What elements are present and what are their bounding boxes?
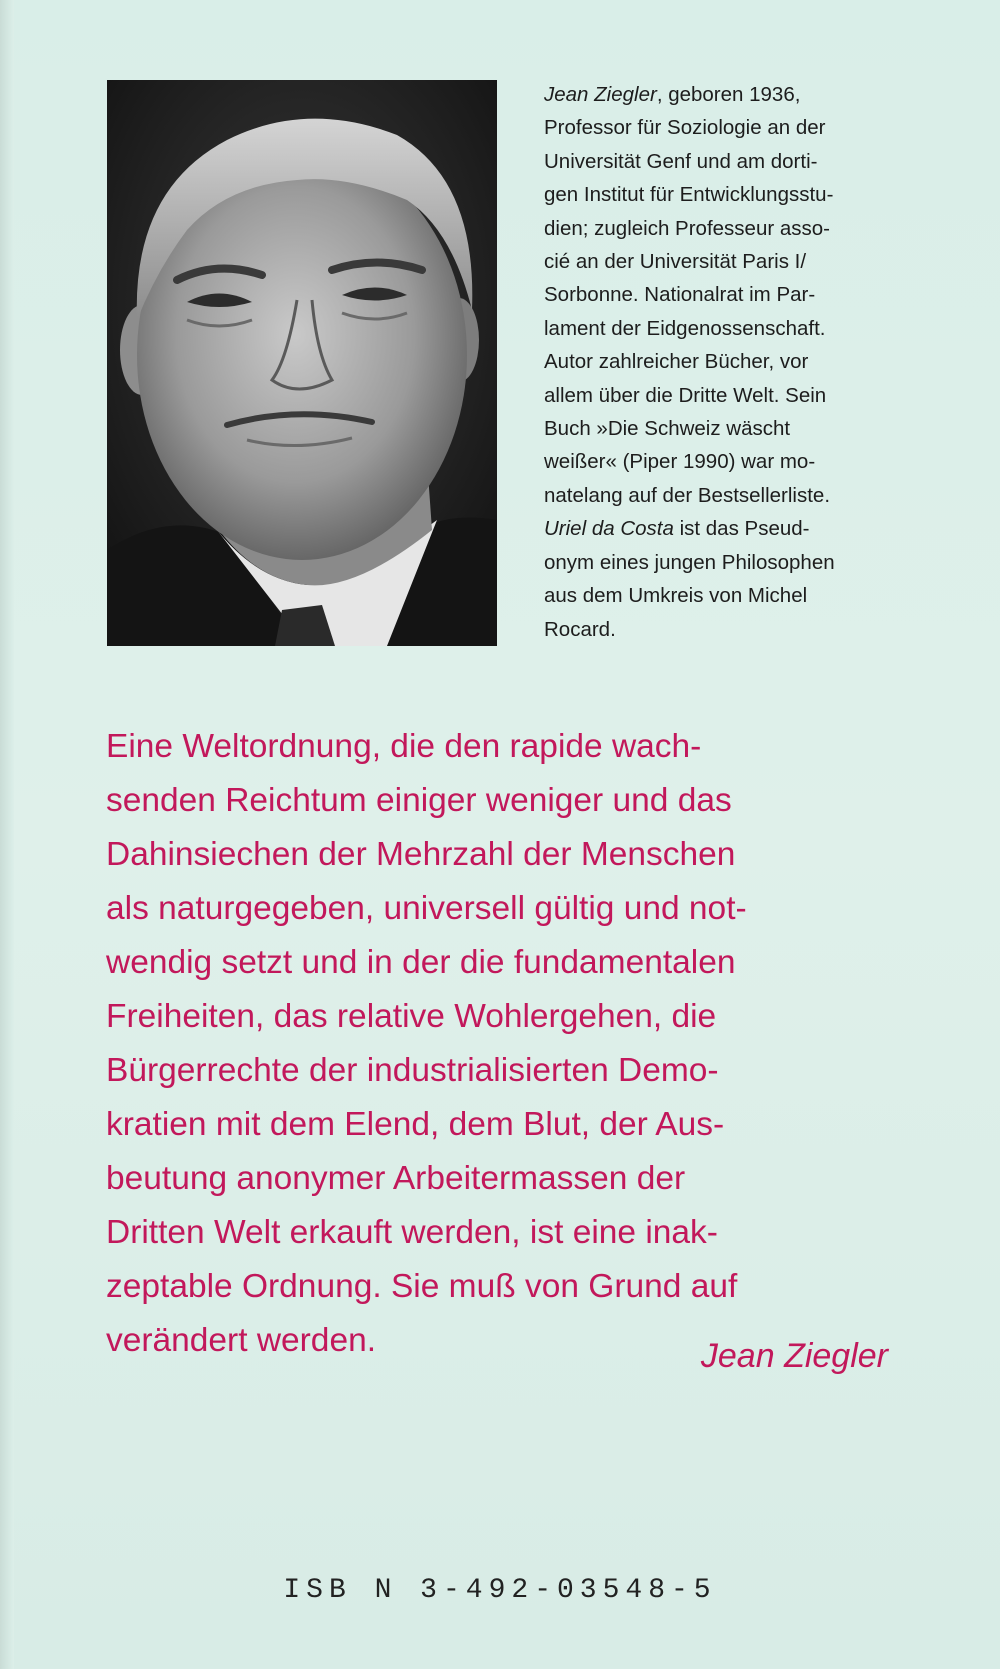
bio-line: Sorbonne. Nationalrat im Par- xyxy=(544,283,816,307)
bio-line: Jean Ziegler, geboren 1936, xyxy=(544,83,801,106)
author-photo xyxy=(107,80,497,646)
cover-spine-edge xyxy=(0,0,14,1669)
quote-line: als naturgegeben, universell gültig und not- xyxy=(106,890,747,927)
bio-line: dien; zugleich Professeur asso- xyxy=(544,216,831,240)
quote-line: kratien mit dem Elend, dem Blut, der Aus- xyxy=(106,1106,725,1143)
isbn-number: ISB N 3-492-03548-5 xyxy=(283,1575,717,1606)
bio-line: cié an der Universität Paris I/ xyxy=(544,250,807,274)
bio-line: Universität Genf und am dorti- xyxy=(544,149,818,173)
quote-line: zeptable Ordnung. Sie muß von Grund auf xyxy=(106,1268,738,1305)
bio-line: allem über die Dritte Welt. Sein xyxy=(544,383,827,407)
bio-line: Rocard. xyxy=(544,617,616,641)
bio-line: Uriel da Costa ist das Pseud- xyxy=(544,517,810,541)
quote-line: verändert werden. xyxy=(106,1322,377,1359)
quote-line: beutung anonymer Arbeitermassen der xyxy=(106,1160,686,1197)
bio-line: Autor zahlreicher Bücher, vor xyxy=(544,350,809,374)
bio-line: aus dem Umkreis von Michel xyxy=(544,584,808,608)
quote-line: Bürgerrechte der industrialisierten Demo- xyxy=(106,1052,719,1089)
quote-line: Freiheiten, das relative Wohlergehen, die xyxy=(106,998,717,1035)
quote-line: wendig setzt und in der die fundamentalen xyxy=(106,944,736,981)
quote-line: senden Reichtum einiger weniger und das xyxy=(106,782,732,819)
quote-signature: Jean Ziegler xyxy=(700,1337,888,1375)
bio-line: Professor für Soziologie an der xyxy=(544,116,826,140)
blurb-quote xyxy=(106,720,906,1368)
quote-line: Dahinsiechen der Mehrzahl der Menschen xyxy=(106,836,736,873)
author-biography xyxy=(544,78,904,646)
quote-line: Dritten Welt erkauft werden, ist eine inak- xyxy=(106,1214,718,1251)
bio-line: lament der Eidgenossenschaft. xyxy=(544,316,826,340)
bio-line: gen Institut für Entwicklungsstu- xyxy=(544,183,834,207)
quote-line: Eine Weltordnung, die den rapide wach- xyxy=(106,728,702,765)
bio-line: weißer« (Piper 1990) war mo- xyxy=(544,450,816,474)
bio-line: onym eines jungen Philosophen xyxy=(544,550,835,574)
bio-line: Buch »Die Schweiz wäscht xyxy=(544,417,791,441)
bio-line: natelang auf der Bestsellerliste. xyxy=(544,483,831,507)
